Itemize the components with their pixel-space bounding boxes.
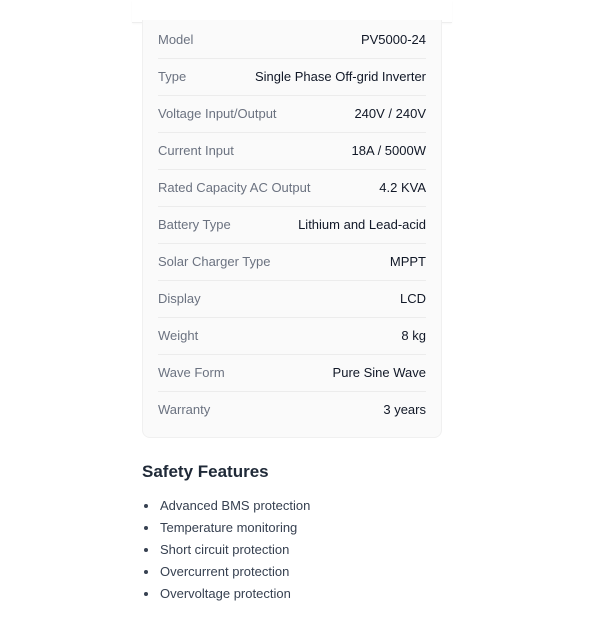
spec-label: Battery Type	[158, 217, 231, 232]
spec-row-waveform	[158, 354, 426, 392]
spec-row-weight	[158, 317, 426, 355]
bullet-icon	[144, 592, 148, 596]
specifications-table	[142, 20, 442, 438]
spec-value: Pure Sine Wave	[332, 365, 426, 380]
safety-features-title: Safety Features	[142, 462, 269, 481]
spec-label: Rated Capacity AC Output	[158, 180, 311, 195]
list-item	[142, 561, 310, 583]
spec-row-warranty	[158, 391, 426, 428]
feature-text: Advanced BMS protection	[160, 498, 311, 513]
spec-value: 3 years	[383, 402, 426, 417]
spec-row-battery	[158, 206, 426, 244]
spec-value: 8 kg	[401, 328, 426, 343]
spec-row-charger	[158, 243, 426, 281]
spec-row-capacity	[158, 169, 426, 207]
spec-value: MPPT	[389, 254, 426, 269]
feature-text: Temperature monitoring	[160, 520, 298, 535]
spec-label: Model	[158, 32, 194, 47]
spec-label: Display	[158, 291, 201, 306]
spec-row-type	[158, 58, 426, 96]
spec-value: 240V / 240V	[354, 106, 426, 121]
feature-text: Overcurrent protection	[160, 564, 290, 579]
list-item	[142, 517, 310, 539]
bullet-icon	[144, 570, 148, 574]
spec-value: LCD	[399, 291, 426, 306]
spec-row-current	[158, 132, 426, 170]
spec-label: Type	[158, 69, 187, 84]
bullet-icon	[144, 548, 148, 552]
list-item	[142, 583, 310, 605]
feature-text: Short circuit protection	[160, 542, 290, 557]
spec-label: Solar Charger Type	[158, 254, 271, 269]
spec-value: Lithium and Lead-acid	[298, 217, 426, 232]
bullet-icon	[144, 526, 148, 530]
spec-label: Weight	[158, 328, 199, 343]
spec-value: 4.2 KVA	[379, 180, 426, 195]
spec-row-display	[158, 280, 426, 318]
spec-label: Voltage Input/Output	[158, 106, 277, 121]
list-item	[142, 495, 310, 517]
bullet-icon	[144, 504, 148, 508]
safety-features-list	[142, 495, 310, 605]
spec-value: Single Phase Off-grid Inverter	[254, 69, 426, 84]
spec-value: 18A / 5000W	[351, 143, 426, 158]
list-item	[142, 539, 310, 561]
spec-row-model	[158, 21, 426, 59]
feature-text: Overvoltage protection	[160, 586, 291, 601]
spec-label: Current Input	[158, 143, 234, 158]
spec-label: Warranty	[158, 402, 211, 417]
spec-label: Wave Form	[158, 365, 225, 380]
spec-value: PV5000-24	[360, 32, 426, 47]
spec-row-voltage	[158, 95, 426, 133]
